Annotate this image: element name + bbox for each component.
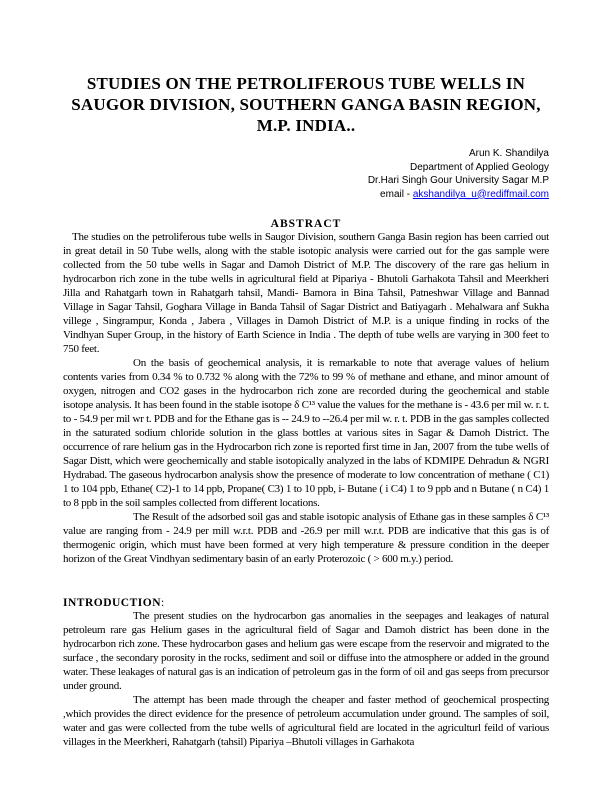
abstract-paragraph-3: The Result of the adsorbed soil gas and stable isotopic analysis of Ethane gas in these samples δ C¹³ value are ranging from - 24.9 per mill w.r.t. PDB and -26.9 per mill w.r.t. PDB are indicative that this gas is of thermogenic origin, which must have been formed at very high temperature & pressure condition in the deeper horizon of the Great Vindhyan sedimentary basin of an early Proterozoic ( > 600 m.y.) period.: [63, 511, 549, 565]
author-email-line: [63, 188, 549, 202]
author-block: [63, 147, 549, 201]
paper-title: STUDIES ON THE PETROLIFEROUS TUBE WELLS IN SAUGOR DIVISION, SOUTHERN GANGA BASIN REGION, M.P. INDIA..: [71, 74, 541, 135]
introduction-heading: [63, 597, 549, 609]
introduction-heading-text: INTRODUCTION: [63, 597, 162, 609]
email-label: email -: [380, 188, 413, 200]
abstract-heading: ABSTRACT: [270, 218, 342, 230]
author-email-link[interactable]: akshandilya_u@rediffmail.com: [412, 188, 549, 200]
author-university: Dr.Hari Singh Gour University Sagar M.P: [367, 175, 549, 186]
introduction-paragraph-1: The present studies on the hydrocarbon gas anomalies in the seepages and leakages of natural petroleum rare gas Helium gases in the agricultural field of Sagar and Damoh district has been done in the hydrocarbon rich zone. These hydrocarbon gases and helium gas were escape from the reservoir and migrated to the surface , the secondary porosity in the rocks, sediment and soil or diffuse into the atmosphere or added in the ground water. These leakages of natural gas is an indication of petroleum gas in the form of oil and gas seeps from precursor under ground.: [63, 610, 549, 692]
abstract-paragraph-2: On the basis of geochemical analysis, it is remarkable to note that average values of helium contents varies from 0.34 % to 0.732 % along with the 72% to 99 % of methane and ethane, and minor amount of oxygen, nitrogen and CO2 gases in the hydrocarbon rich zone are recorded during the geochemical and stable isotope analysis. It has been found in the stable isotope δ C¹³ value the values for the methane is - 43.6 per mil w. r. t. to - 54.9 per mil wr t. PDB and for the Ethane gas is -- 24.9 to --26.4 per mil w. r. t. PDB in the gas samples collected in the saturated sodium chloride solution in the glass bottles at various sites in Sagar & Damoh District. The occurrence of rare helium gas in the Hydrocarbon rich zone is reported first time in Jan, 2007 from the tube wells of Sagar Distt, which were geochemically and stable isotopically analyzed in the labs of KDMIPE Dehradun & NGRI Hydrabad. The gaseous hydrocarbon analysis show the presence of moderate to low concentration of methane ( C1) 1 to 104 ppb, Ethane( C2)-1 to 14 ppb, Propane( C3) 1 to 10 ppb, i- Butane ( i C4) 1 to 9 ppb and n Butane ( n C4) 1 to 8 ppb in the soil samples collected from different locations.: [63, 357, 549, 509]
abstract-paragraph-1: The studies on the petroliferous tube wells in Saugor Division, southern Ganga Basin region has been carried out in great detail in 50 Tube wells, along with the stable isotopic analysis were carried out for the gas sample were collected from the 50 tube wells in Sagar and Damoh District of M.P. The discovery of the rare gas helium in hydrocarbon rich zone in the tube wells in agricultural field at Pipariya - Bhutoli Garhakota Tahsil and Meerkheri Jilla and Rahatgarh town in Rahatgarh tahsil, Mandi- Bamora in Bina Tahsil, Patneshwar Village and Bannad Village in Sagar Tahsil, Goghara Village in Banda Tahsil of Sagar District and Batiyagarh . Mehalwara anf Sukha villege , Singrampur, Konda , Jabera , Villages in Damoh District of M.P. is a unique finding in rocks of the Vindhyan Super Group, in the history of Earth Science in India . The depth of tube wells are varying in 300 feet to 750 feet.: [63, 231, 549, 355]
author-name: Arun K. Shandilya: [468, 148, 549, 159]
author-department: Department of Applied Geology: [410, 161, 549, 173]
introduction-heading-colon: :: [161, 597, 165, 609]
introduction-paragraph-2: The attempt has been made through the cheaper and faster method of geochemical prospecting ,which provides the direct evidence for the presence of petroleum accumulation under ground. The samples of soil, water and gas were collected from the tube wells of agricultural field are located in the agriculturl feild of various villages in the Meerkheri, Rahatgarh (tahsil) Pipariya –Bhutoli villages in Garhakota: [63, 694, 549, 748]
